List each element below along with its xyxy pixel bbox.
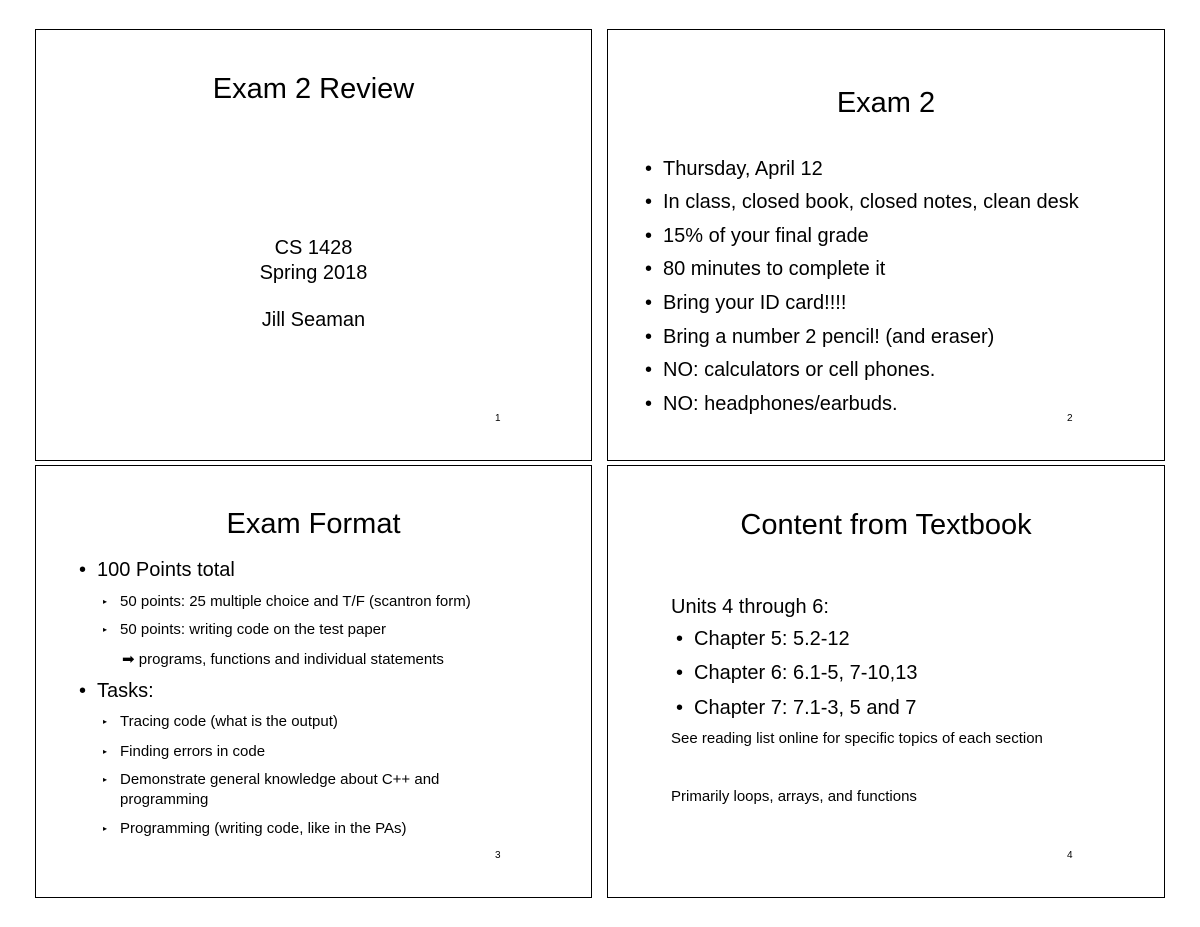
bullet-icon: •: [645, 158, 653, 180]
bullet-icon: •: [645, 191, 653, 213]
bullet-icon: •: [676, 697, 684, 719]
slide-1: [35, 29, 592, 461]
course-code: CS 1428: [274, 237, 353, 259]
bullet-icon: •: [79, 559, 87, 581]
term: Spring 2018: [259, 262, 368, 284]
slide-3: Exam Format • 100 Points total ▸ 50 points: 25 multiple choice and T/F (scantron form) ▸ 50 points: writing code on the test paper ➡ programs, functions and individual statements • Tasks: ▸ Tracing code (what is the output) ▸ Finding errors in code ▸ Demonstrate general knowledge about C++ and programming ▸ Programming (writing code, like in the PAs) 3: [35, 465, 592, 898]
page-number: 2: [1067, 413, 1073, 424]
bullet-icon: •: [79, 680, 87, 702]
reading-note: See reading list online for specific topics of each section: [671, 730, 1043, 747]
small-arrow-icon: ▸: [103, 775, 108, 784]
slide-title: Exam 2 Review: [212, 73, 415, 105]
slide-title: Content from Textbook: [740, 509, 1032, 541]
bullet-icon: •: [645, 225, 653, 247]
bullet-icon: •: [645, 359, 653, 381]
small-arrow-icon: ▸: [103, 824, 108, 833]
page-number: 1: [495, 413, 501, 424]
slide-title: Exam Format: [226, 508, 401, 540]
bullet-icon: •: [676, 628, 684, 650]
summary-note: Primarily loops, arrays, and functions: [671, 788, 917, 805]
bullet-icon: •: [676, 662, 684, 684]
units-label: Units 4 through 6:: [671, 596, 829, 618]
slide-2: Exam 2 • Thursday, April 12 • In class, closed book, closed notes, clean desk • 15% of your final grade • 80 minutes to complete it • Bring your ID card!!!! • Bring a number 2 pencil! (and eraser) • NO: calculators or cell phones. • NO: headphones/earbuds. 2: [607, 29, 1165, 461]
slide-title: Exam 2: [836, 87, 936, 119]
small-arrow-icon: ▸: [103, 625, 108, 634]
slide-4: Content from Textbook Units 4 through 6: • Chapter 5: 5.2-12 • Chapter 6: 6.1-5, 7-10,13 • Chapter 7: 7.1-3, 5 and 7 See reading list online for specific topics of each section Primarily loops, arrays, and functions 4: [607, 465, 1165, 898]
author: Jill Seaman: [261, 309, 366, 331]
page-number: 3: [495, 850, 501, 861]
list-item-continuation: programming: [120, 791, 209, 808]
bullet-icon: •: [645, 326, 653, 348]
arrow-icon: ➡: [122, 651, 135, 668]
page-number: 4: [1067, 850, 1073, 861]
bullet-icon: •: [645, 292, 653, 314]
list-item: ➡ programs, functions and individual statements: [122, 651, 444, 668]
small-arrow-icon: ▸: [103, 717, 108, 726]
bullet-icon: •: [645, 393, 653, 415]
small-arrow-icon: ▸: [103, 747, 108, 756]
small-arrow-icon: ▸: [103, 597, 108, 606]
bullet-icon: •: [645, 258, 653, 280]
